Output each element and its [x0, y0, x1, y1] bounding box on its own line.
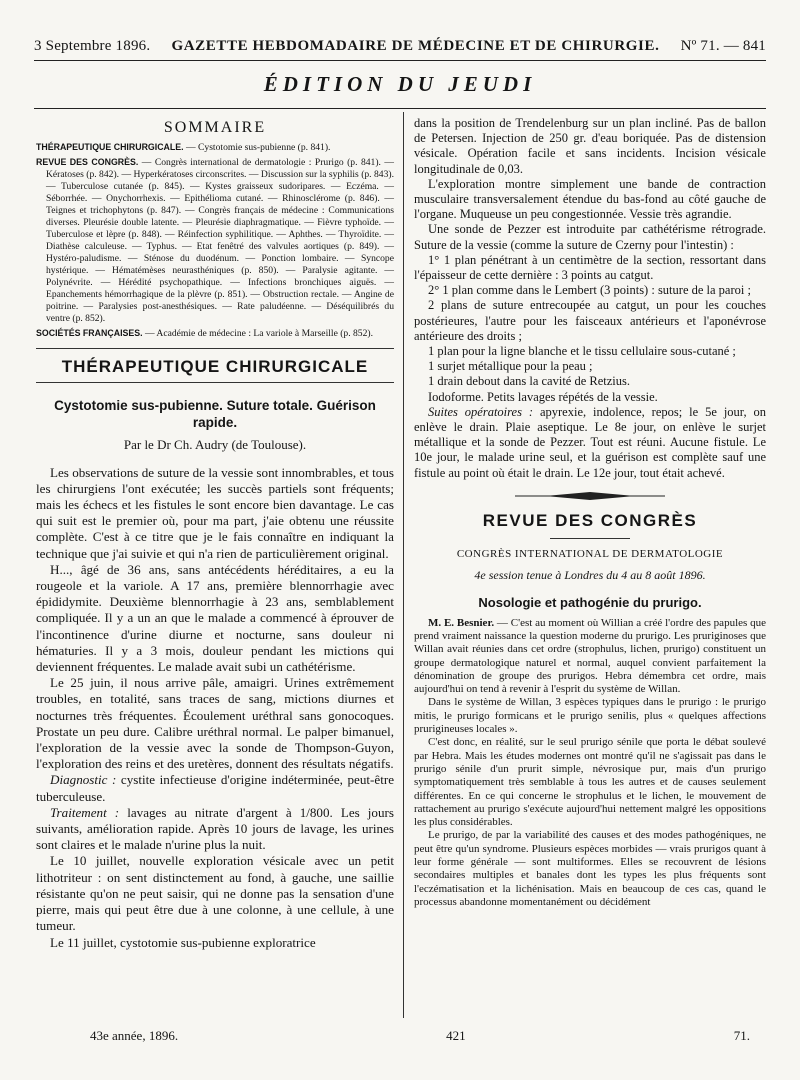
footer-page: 421 — [446, 1028, 466, 1043]
top-rule — [34, 60, 766, 61]
suites-label: Suites opératoires : — [428, 404, 534, 419]
footer-year: 43e année, 1896. — [90, 1028, 179, 1043]
paragraph: 2° 1 plan comme dans le Lembert (3 points) : suture de la paroi ; — [428, 283, 751, 298]
left-column — [36, 116, 394, 951]
paragraph: Le 11 juillet, cystotomie sus-pubienne exploratrice — [50, 934, 316, 950]
congres-report — [414, 617, 766, 910]
speaker-text: — C'est au moment où Willian a créé l'ordre des papules que prend vraiment naissance la question moderne du prurigo. Les pruriginoses que Willan avait réunies dans cet ordre (strophulus, lichen, prurigo) constituent un groupe dermatologique naturel et normal, auquel convient parfaitement la dénomination de groupe des prurigos. Hebra démembra cet ordre, mais aujourd'hui on tend à revenir à l'esprit du système de Willan. — [414, 616, 766, 696]
ornament-divider — [414, 491, 766, 501]
issue-number: Nº 71. — 841 — [680, 38, 766, 54]
paragraph: C'est donc, en réalité, sur le seul prurigo sénile que porta le débat soulevé par Hebra. Mais les études modernes ont montré qu'il ne s'agissait pas dans le prurigo sénile d'un prurit simple, névrosique pur, mais d'un prurigo symptomatiquement très semblable à tous les autres et de causes seulement différentes. En ce qui concerne le strophulus et le lichen, le mouvement de rattachement au prurigo s'exécute aujourd'hui nettement malgré les oppositions les plus considérables. — [414, 736, 766, 829]
sommaire-entry — [36, 156, 394, 325]
paragraph: L'exploration montre simplement une bande de contraction musculaire transversalement étendue du bas-fond au côté gauche de l'organe. Muqueuse un peu congestionnée. Vessie très agrandie. — [414, 176, 766, 222]
subsection-title: Nosologie et pathogénie du prurigo. — [478, 595, 702, 611]
paragraph: 1 surjet métallique pour la peau ; — [428, 359, 593, 374]
paragraph: dans la position de Trendelenburg sur un plan incliné. Pas de ballon de Petersen. Injection de 250 gr. d'eau boriquée. Pas de distension vésicale. Opération facile et sans incidents. Incision vésicale longitudinale de 0,03. — [414, 116, 766, 176]
sommaire-entry — [36, 327, 394, 340]
diagnostic-text: cystite infectieuse d'origine indéterminée, peut-être tuberculeuse. — [36, 772, 395, 804]
paragraph-diagnostic — [36, 772, 394, 804]
article-body — [36, 465, 394, 951]
traitement-text: lavages au nitrate d'argent à 1/800. Les jours suivants, amélioration rapide. Après 10 jours de lavage, les urines sont claires et le malade n'urine plus la nuit. — [36, 804, 394, 853]
paragraph: H..., âgé de 36 ans, sans antécédents héréditaires, a eu la rougeole et la variole. A 17 ans, première blennorrhagie avec épididymite. Deuxième blennorrhagie à 23 ans, semblablement compliquée. Il y a un an que le malade a commencé à éprouver de l'incontinence d'urine diurne et nocturne, sans douleur ni hématuries. Il y a 3 mois, douleur pendant les mictions qui deviennent fréquentes. Le malade avait subi un cathétérisme. — [36, 561, 394, 675]
congres-name: CONGRÈS INTERNATIONAL DE DERMATOLOGIE — [456, 548, 724, 561]
diagnostic-label: Diagnostic : — [50, 772, 117, 788]
section-title-congres: REVUE DES CONGRÈS — [482, 510, 698, 530]
sommaire-text: — Cystotomie sus-pubienne (p. 841). — [186, 142, 331, 154]
short-rule — [550, 538, 630, 539]
sommaire-heading: REVUE DES CONGRÈS. — [36, 157, 139, 168]
paragraph: Le 10 juillet, nouvelle exploration vésicale avec un petit lithotriteur : on sent distinctement au fond, à gauche, une saillie résistante qu'on ne peut saisir, qui ne donne pas la sensation d'une pierre, mais qui peut être due à une colonne, à une cellule, à une tumeur. — [36, 853, 394, 934]
paragraph-traitement — [36, 805, 394, 854]
section-rule — [36, 348, 394, 349]
speaker-name: M. E. Besnier. — [428, 616, 495, 629]
traitement-label: Traitement : — [50, 804, 120, 820]
paragraph: Dans le système de Willan, 3 espèces typiques dans le prurigo : le prurigo mitis, le prurigo formicans et le prurigo senilis, plus « quelques affections prurigineuses locales ». — [414, 696, 766, 736]
sommaire-heading: SOCIÉTÉS FRANÇAISES. — [36, 328, 143, 339]
sommaire-heading: THÉRAPEUTIQUE CHIRURGICALE. — [36, 142, 184, 153]
paragraph: Le prurigo, de par la variabilité des causes et des modes pathogéniques, ne peut être qu'un syndrome. Plusieurs espèces morbides — vrais prurigos quant à leur forme générale — sont multiformes. Elles se recouvrent de lésions secondaires multiples et banales dont les types les plus fréquents sont l'eczématisation et la lichénisation. Mais en beaucoup de ces cas, quand le processus abandonne momentanément ou décidément — [414, 829, 766, 908]
paragraph: Une sonde de Pezzer est introduite par cathétérisme rétrograde. Suture de la vessie (comme la suture de Czerny pour l'intestin) : — [414, 222, 766, 252]
paragraph-suites — [414, 405, 766, 481]
congres-session: 4e session tenue à Londres du 4 au 8 août 1896. — [474, 568, 706, 583]
paragraph: Le 25 juin, il nous arrive pâle, amaigri. Urines extrêmement troubles, en totalité, sans traces de sang, mictions diurnes et nocturnes très fréquentes. Écoulement uréthral sans gonocoques. Prostate un peu dure. Calibre uréthral normal. Le palper bimanuel, l'exploration de la vessie avec la sonde de Thompson-Guyon, l'exploration des reins et des uretères, donnent des résultats négatifs. — [36, 675, 394, 772]
sommaire-text: — Congrès international de dermatologie : Prurigo (p. 841). — Kératoses (p. 842). — Hyperkératoses circonscrites. — Discussion sur la syphilis (p. 843). — Tuberculose cutanée (p. 845). — Kystes graisseux sudoripares. — Eczéma. — Séborrhée. — Onychorrhexis. — Epithélioma cutané. — Rhinosclérome (p. 846). — Teignes et trichophytons (p. 847). — Congrès français de médecine : Communications diverses. Pleurésie double latente. — Pleurésie diaphragmatique. — Fièvre typhoïde. — Tuberculose et lèpre (p. 848). — Réinfection syphilitique. — Aphthes. — Thyroïdite. — Diathèse calculeuse. — Typhus. — Etat fenêtré des valvules aortiques (p. 849). — Hystéro-paludisme. — Sténose du duodénum. — Ponction lombaire. — Syncope hystérique. — Hématémèses neurasthéniques (p. 850). — Paralysie agitante. — Polynévrite. — Hérédité psychopathique. — Infections bronchiques aiguës. — Epanchements hémorrhagique de la plèvre (p. 851). — Obstruction rectale. — Angine de poitrine. — Paralysies post-anesthésiques. — Rate paludéenne. — Déséquilibrés du ventre (p. 852). — [46, 157, 394, 325]
sommaire-text: — Académie de médecine : La variole à Marseille (p. 852). — [144, 328, 373, 340]
article-title: Cystotomie sus-pubienne. Suture totale. Guérison rapide. — [54, 398, 376, 431]
paragraph: 1° 1 plan pénétrant à un centimètre de la section, ressortant dans l'épaisseur de cette dernière : 3 points au catgut. — [414, 252, 766, 283]
column-divider — [403, 112, 404, 1018]
footer-number: 71. — [733, 1028, 750, 1043]
paragraph: Iodoforme. Petits lavages répétés de la vessie. — [428, 389, 658, 404]
paragraph: 1 plan pour la ligne blanche et le tissu cellulaire sous-cutané ; — [428, 344, 736, 359]
paragraph: 1 drain debout dans la cavité de Retzius. — [428, 374, 631, 389]
masthead — [34, 38, 766, 55]
paragraph: Les observations de suture de la vessie sont innombrables, et tous les chirurgiens l'ont exécutée; les succès partiels sont fréquents; mais les échecs et les fistules le sont encore bien davantage. Le cas qui suit est le premier où, pour ma part, j'aie obtenu une réussite complète. C'est à ce titre que je le fais connaître en indiquant la technique que j'ai suivie et qui n'a rien de particulièrement original. — [36, 464, 394, 561]
article-byline: Par le Dr Ch. Audry (de Toulouse). — [123, 437, 307, 453]
journal-title: GAZETTE HEBDOMADAIRE DE MÉDECINE ET DE CHIRURGIE. — [171, 38, 660, 54]
sommaire-title: SOMMAIRE — [163, 119, 267, 136]
page-footer — [90, 1028, 750, 1044]
edition-rule — [34, 108, 766, 109]
ornament-rule-icon — [515, 491, 665, 501]
sommaire-entry — [36, 141, 394, 154]
sommaire — [36, 141, 394, 340]
right-column — [414, 116, 766, 909]
edition-banner: ÉDITION DU JEUDI — [263, 72, 537, 96]
paragraph: 2 plans de suture entrecoupée au catgut, un pour les couches postérieures, l'autre pour les faisceaux antérieurs et l'aponévrose antérieure des droits ; — [414, 298, 766, 343]
suites-text: apyrexie, indolence, repos; le 5e jour, on enlève le drain. Plaie aseptique. Le 8e jour, on enlève le surjet métallique et la sonde de Pezzer. Tout est réuni. Aucune fistule. Le 10e jour, le malade urine seul, et la guérison est complète sauf une fistule au point où était le drain. Le 12e jour, tout était achevé. — [414, 404, 766, 480]
section-title-therapeutique: THÉRAPEUTIQUE CHIRURGICALE — [61, 357, 369, 377]
section-rule — [36, 382, 394, 383]
issue-date: 3 Septembre 1896. — [34, 38, 151, 54]
paragraph-speaker — [414, 617, 766, 697]
